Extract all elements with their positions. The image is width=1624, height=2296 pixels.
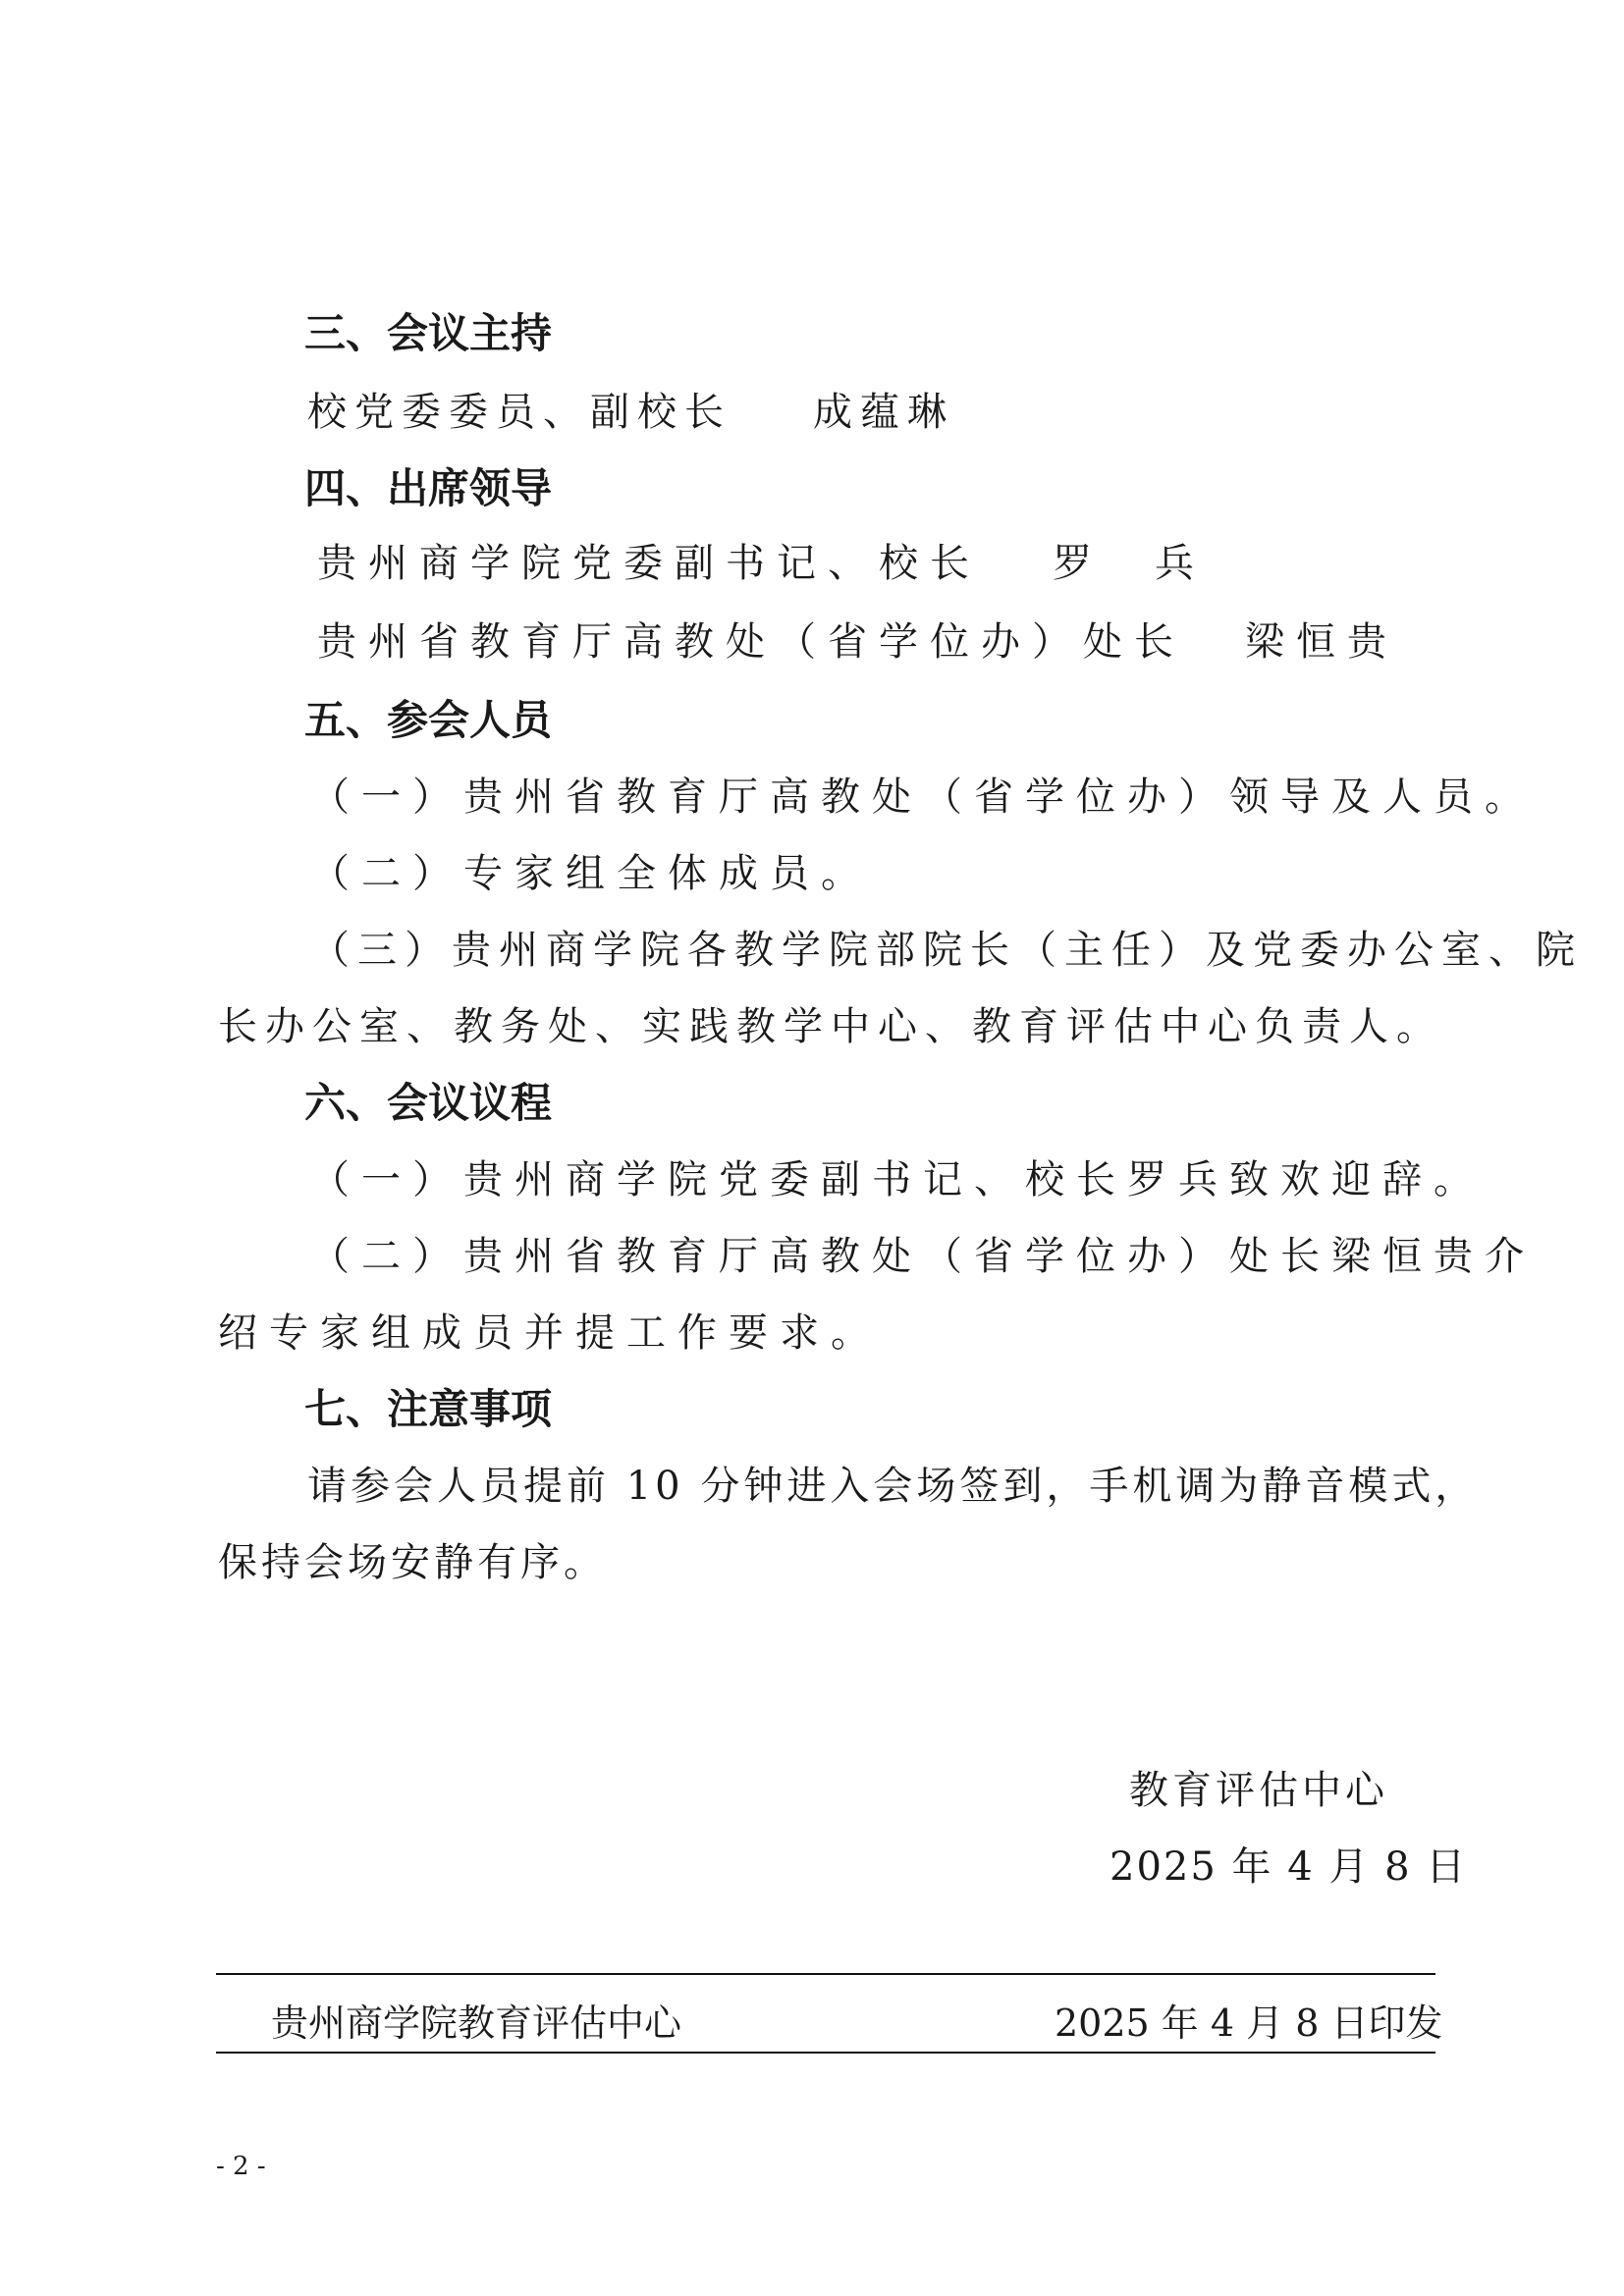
agenda-item-1: （一）贵州商学院党委副书记、校长罗兵致欢迎辞。 <box>310 1157 1485 1202</box>
footer-issue-date: 2025 年 4 月 8 日印发 <box>1055 2002 1443 2045</box>
host-name: 成蕴琳 <box>813 390 954 435</box>
attendee-item-2: （二）专家组全体成员。 <box>310 851 872 896</box>
agenda-heading: 六、会议议程 <box>304 1079 553 1127</box>
leader1-name: 罗 兵 <box>1053 541 1206 586</box>
notes-line2: 保持会场安静有序。 <box>218 1540 607 1585</box>
footer-top-rule <box>216 1973 1435 1975</box>
attendee-item-1: （一）贵州省教育厅高教处（省学位办）领导及人员。 <box>310 774 1536 820</box>
attendees-heading: 五、参会人员 <box>304 696 553 744</box>
attendee-item-3-line2: 长办公室、教务处、实践教学中心、教育评估中心负责人。 <box>218 1004 1443 1049</box>
page-number: - 2 - <box>216 2152 266 2181</box>
attendee-item-3-line1: （三）贵州商学院各教学院部院长（主任）及党委办公室、院 <box>310 928 1583 973</box>
leaders-heading: 四、出席领导 <box>304 464 553 512</box>
leader1-title: 贵州商学院党委副书记、校长 <box>317 541 981 586</box>
footer-issuer: 贵州商学院教育评估中心 <box>271 2002 682 2045</box>
notes-line1: 请参会人员提前 10 分钟进入会场签到，手机调为静音模式， <box>307 1464 1479 1509</box>
agenda-item-2-line2: 绍专家组成员并提工作要求。 <box>218 1310 882 1356</box>
signature-org: 教育评估中心 <box>1129 1768 1388 1813</box>
agenda-item-2-line1: （二）贵州省教育厅高教处（省学位办）处长梁恒贵介 <box>310 1234 1536 1279</box>
leader2-title: 贵州省教育厅高教处（省学位办）处长 <box>317 619 1185 665</box>
host-heading: 三、会议主持 <box>304 309 553 357</box>
leader2-name: 梁恒贵 <box>1245 619 1398 665</box>
footer-bottom-rule <box>216 2052 1435 2054</box>
signature-date: 2025 年 4 月 8 日 <box>1110 1844 1468 1890</box>
notes-heading: 七、注意事项 <box>304 1385 553 1433</box>
host-title: 校党委委员、副校长 <box>307 390 731 435</box>
